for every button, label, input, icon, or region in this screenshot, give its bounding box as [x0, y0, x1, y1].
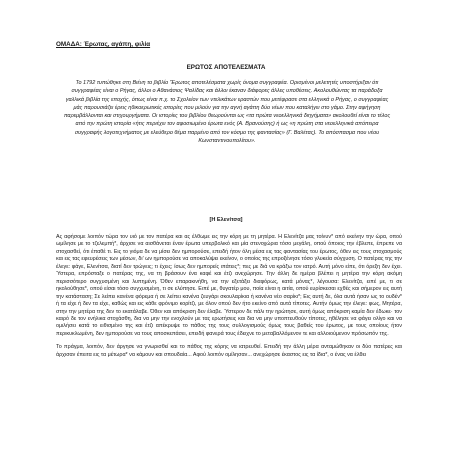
story-body [56, 234, 402, 359]
section-heading: [Η Ελενίτσα] [209, 217, 243, 223]
document-title: ΕΡΩΤΟΣ ΑΠΟΤΕΛΕΣΜΑΤΑ [186, 64, 266, 71]
story-paragraph: Ας αφήσομε λοιπόν τώρα τον υιό με τον πατέρα και ας έλθωμε εις την κόρη με τη μητέρα. Η Ελενίτζα μας τοίνυν* από εκείνην την ώρα, οπού ωμίλησε με το τζελεμπή*, άρχισε να αισθάνεται έναν έρωτα υπερβολικό και μία στενοχώρια τόσο μεγάλη, οπού όποιος την έβλεπε, έπρεπε να στοχασθεί, ότι έπαθέ τι. Εις το γιόμα δε να μίσει δεν ημπορούσε, επειδή ήτον όλη μέσα εις τας φαντασίας του έρωτος, όθεν εις τους στοχασμούς και εις τας εφευρέσεις των μέσων, δι' ων ημπορούσε να αποκαλύψει εκείνον, ο οποίος της επροξένησε τόσο γλυκεία σύγχυση. Ο πατέρας της την έλεγε: φάγε, Ελενίτσα, διατί δεν τρώγεις; τι έχεις; ίσως δεν ημπορείς ιπάτεις*; πες με διά να κράξω τον ιατρό. Αυτή μόνο είπε, ότι όρεξη δεν έχει. Ύστερα, επρόσταξε ο πατέρας της, να τη βράσουν ένα καφέ και έτζι ανεχώρησε. Την άλλη δε ημέρα βλέπει η μητέρα την κόρη ακόμη περισσότερο συγχυσμένη και λυπημένη. Όθεν επαρακινήθη, να την εξετάξει διαφόρως, κατά μόνας*, λέγουσα: Ελενίτζα, ειπέ με, τι σε ηκολούθησε*, οπού είσαι τόσο συγχυσμένη, τι σε ελύπησε. Ειπέ με, θυγατέρ μου, ποία είναι η αιτία, οπού ευρίσκεσαι εχθές και σήμερον εις αυτή την κατάσταση; Σε λείπει κανένα φόρεμα ή σε λείπει κανένα ζευγάρι σκουλαρίκια ή κανένα νέο σαρίκι*; Εις αυτή δε, όλα αυτά ήσαν ως το ουδέν* ή τα είχε ή δεν τα είχε, καθώς και εις κάθε φρόνιμο κορίτζι, με όλον οπού δεν ήτο εκείνο από αυτά τίποτες. Αυτήν όμως την έλεγε: φως, Μητέρα, στην την μητέρα της δεν το εκατάλαβε. Όθεν και απόκριση δεν έλαβε. Ύστερον δε πάλι την ηρώτησε, αυτή όμως απόκριση καμία δεν έδωκε· τον καιρό δε τον ενήλικα στοχάσθη, δια να μην την ενοχλούν με τας ερωτήσεις και δια να μην υποπτευθούν τίποτες, ηθέλησε να φάγει ολίγο και να ομιλήσει κατά το ειθισμένο της και έτζι απέκρυψε το πάθος της τους συλλογισμούς όμως τους βαθείς του έρωτος, με τους οποίους ήτον περικυκλωμένη, δεν ημπορούσε να τους αποσκεπάσει, επειδή φανερά τους έδειχνε το μεταβαλλόμενον τε και αλλοιούμενον πρόσωπόν της. [56, 234, 402, 337]
intro-note [62, 79, 392, 145]
intro-paragraph: Το 1792 τυπώθηκε στη Βιένη το βιβλίο 'Έρωτος αποτελέσματα χωρίς όνομα συγγραφέα. Ορισμένοι μελετητές υποστήριξαν ότι συγγραφέας είναι ο Ρήγας, άλλοι ο Αθανάσιος Ψαλίδας και άλλοι έκαναν διάφορες άλλες υποθέσεις. Ακολουθώντας τα παράδοξα γαλλικά βιβλία της εποχής, όπως είναι π.χ. το Σχολείον των ντελικάτων εραστών που μετέφρασε στα ελληνικά ο Ρήγας, ο συγγραφέας μάς παρουσιάζει έρεις ηθικοερωτικές ιστορίες που μιλούν για την αγνή αγάπη δύο νέων που καταλήγει στο γάμο. Στην αφήγηση παρεμβάλλονται και στιχουργήματα. Οι ιστορίες του βιβλίου θεωρούνται ως «τα πρώτα νεοελληνικά διηγήματα» ακολουθεί είναι το τέλος από την πρώτη ιστορία «ήτις περιέχει τον αφοσιωμένο έρωτα ενός (Α. Βρανούσης) ή ως «η πρώτη στα νεοελληνικά απόπειρα συγγραφής λογοτεχνήματος με ελεύθερο θέμα παρμένο από τον κόσμο της φαντασίας» (Γ. Βαλέτας). Το απόσπασμα που νέου Κωνσταντινουπολίτου». [63, 80, 391, 145]
group-title: ΟΜΑΔΑ: Έρωτας, αγάπη, φιλία [56, 41, 151, 48]
story-paragraph: Το πράγμα, λοιπόν, δεν άργησε να γνωρισθεί και το πάθος της κόρης να ιατρευθεί. Επειδή την άλλη μέρα ανταμώθηκαν οι δύο πατέρες και άρχισαν έπειτα εις τα μέτωρα* να κάμουν και σπουδαία... Αφού λοιπόν ομίλησαν... ανεχώρησε έκαστος εις τα ίδια*, ο ένας να έλθει [56, 344, 402, 358]
